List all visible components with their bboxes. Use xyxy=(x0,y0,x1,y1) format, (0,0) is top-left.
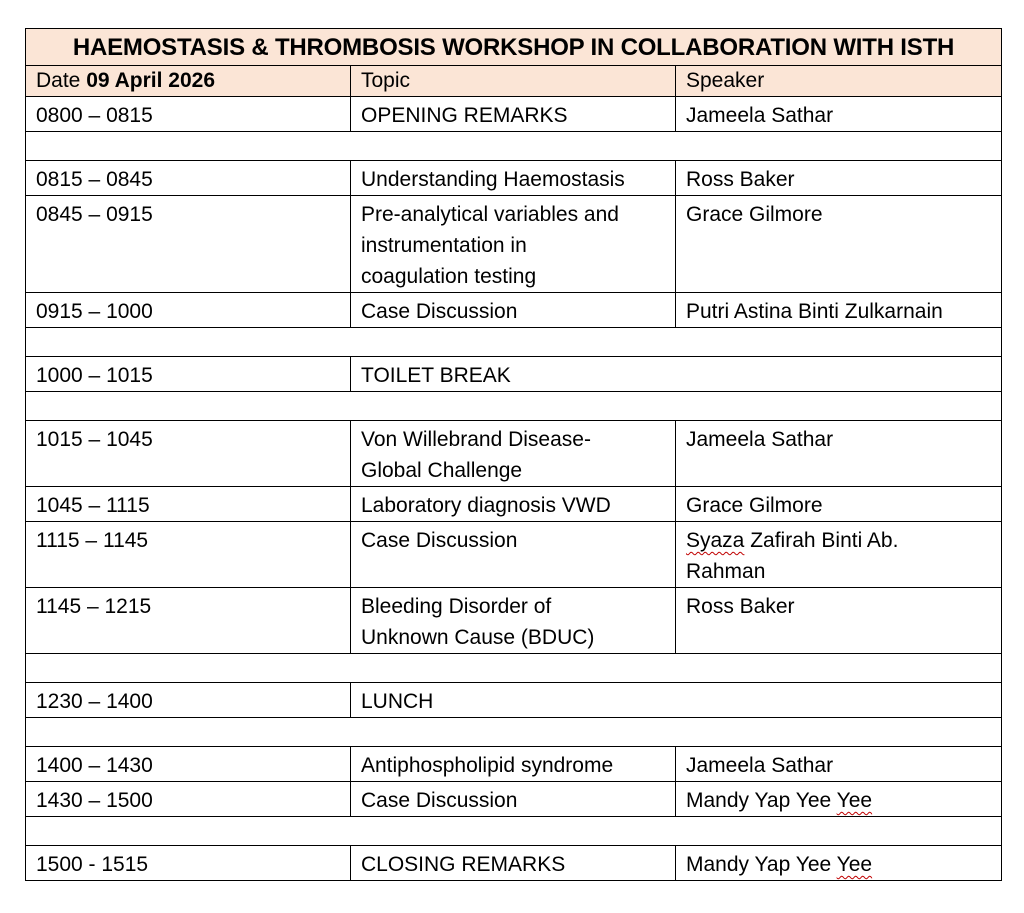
session-topic xyxy=(351,522,676,588)
break-row xyxy=(26,357,1002,392)
speaker-line: Rahman xyxy=(686,560,766,583)
session-speaker xyxy=(676,487,1002,522)
session-speaker xyxy=(676,293,1002,328)
session-time: 1045 – 1115 xyxy=(26,487,351,522)
topic-line: Pre-analytical variables and xyxy=(361,203,619,226)
workshop-title: HAEMOSTASIS & THROMBOSIS WORKSHOP IN COLLABORATION WITH ISTH xyxy=(26,29,1002,66)
session-topic xyxy=(351,97,676,132)
speaker-line: Grace Gilmore xyxy=(686,494,823,517)
break-row xyxy=(26,683,1002,718)
spacer-row xyxy=(26,132,1002,161)
topic-line: Bleeding Disorder of xyxy=(361,595,552,618)
session-time: 1400 – 1430 xyxy=(26,747,351,782)
session-row xyxy=(26,782,1002,817)
session-row xyxy=(26,522,1002,588)
session-topic xyxy=(351,588,676,654)
session-time: 0915 – 1000 xyxy=(26,293,351,328)
session-row xyxy=(26,293,1002,328)
speaker-text: Mandy Yap Yee xyxy=(686,789,837,812)
speaker-text: Mandy Yap Yee xyxy=(686,853,837,876)
spacer-row xyxy=(26,718,1002,747)
session-speaker xyxy=(676,588,1002,654)
topic-line: Unknown Cause (BDUC) xyxy=(361,626,595,649)
session-topic xyxy=(351,782,676,817)
break-label: LUNCH xyxy=(351,683,1002,718)
session-speaker xyxy=(676,846,1002,881)
session-row xyxy=(26,846,1002,881)
date-label: Date xyxy=(36,69,81,92)
speaker-line: Jameela Sathar xyxy=(686,754,834,777)
topic-line: instrumentation in xyxy=(361,234,527,257)
session-topic xyxy=(351,293,676,328)
spacer-row xyxy=(26,392,1002,421)
session-time: 1115 – 1145 xyxy=(26,522,351,588)
topic-line: Understanding Haemostasis xyxy=(361,168,625,191)
topic-header: Topic xyxy=(351,66,676,97)
speaker-header: Speaker xyxy=(676,66,1002,97)
session-row xyxy=(26,161,1002,196)
date-value: 09 April 2026 xyxy=(86,69,216,92)
topic-line: OPENING REMARKS xyxy=(361,104,568,127)
session-speaker xyxy=(676,161,1002,196)
speaker-line: Jameela Sathar xyxy=(686,428,834,451)
session-row xyxy=(26,487,1002,522)
session-speaker xyxy=(676,782,1002,817)
session-time: 1430 – 1500 xyxy=(26,782,351,817)
session-time: 0845 – 0915 xyxy=(26,196,351,293)
session-time: 1015 – 1045 xyxy=(26,421,351,487)
break-label: TOILET BREAK xyxy=(351,357,1002,392)
speaker-line: Ross Baker xyxy=(686,595,795,618)
session-time: 1145 – 1215 xyxy=(26,588,351,654)
spacer-row xyxy=(26,817,1002,846)
spacer-cell xyxy=(26,718,1002,747)
session-topic xyxy=(351,747,676,782)
speaker-line: Ross Baker xyxy=(686,168,795,191)
speaker-line: Putri Astina Binti Zulkarnain xyxy=(686,300,943,323)
topic-line: Laboratory diagnosis VWD xyxy=(361,494,611,517)
topic-line: Global Challenge xyxy=(361,459,523,482)
session-speaker xyxy=(676,747,1002,782)
date-header xyxy=(26,66,351,97)
session-topic xyxy=(351,421,676,487)
session-speaker xyxy=(676,196,1002,293)
header-row xyxy=(26,66,1002,97)
speaker-line xyxy=(686,785,991,816)
speaker-line xyxy=(686,525,991,556)
session-time: 0800 – 0815 xyxy=(26,97,351,132)
session-time: 1230 – 1400 xyxy=(26,683,351,718)
session-topic xyxy=(351,161,676,196)
topic-line: Case Discussion xyxy=(361,529,518,552)
session-speaker xyxy=(676,421,1002,487)
spellcheck-flagged-word[interactable]: Yee xyxy=(836,789,873,812)
spacer-cell xyxy=(26,817,1002,846)
spacer-row xyxy=(26,328,1002,357)
spacer-cell xyxy=(26,132,1002,161)
speaker-line: Grace Gilmore xyxy=(686,203,823,226)
session-topic xyxy=(351,846,676,881)
spacer-cell xyxy=(26,392,1002,421)
session-row xyxy=(26,588,1002,654)
session-time: 1500 - 1515 xyxy=(26,846,351,881)
title-row xyxy=(26,29,1002,66)
topic-line: Antiphospholipid syndrome xyxy=(361,754,614,777)
topic-line: Case Discussion xyxy=(361,300,518,323)
spellcheck-flagged-word[interactable]: Yee xyxy=(836,853,873,876)
session-row xyxy=(26,196,1002,293)
session-topic xyxy=(351,487,676,522)
session-row xyxy=(26,747,1002,782)
topic-line: CLOSING REMARKS xyxy=(361,853,566,876)
session-time: 0815 – 0845 xyxy=(26,161,351,196)
session-speaker xyxy=(676,97,1002,132)
speaker-line: Jameela Sathar xyxy=(686,104,834,127)
topic-line: coagulation testing xyxy=(361,265,537,288)
workshop-schedule-table xyxy=(25,28,1002,881)
session-topic xyxy=(351,196,676,293)
session-row xyxy=(26,421,1002,487)
spacer-cell xyxy=(26,328,1002,357)
spacer-row xyxy=(26,654,1002,683)
speaker-line xyxy=(686,849,991,880)
session-speaker xyxy=(676,522,1002,588)
session-time: 1000 – 1015 xyxy=(26,357,351,392)
spellcheck-flagged-word[interactable]: Syaza xyxy=(686,529,745,552)
topic-line: Von Willebrand Disease- xyxy=(361,428,591,451)
speaker-text: Zafirah Binti Ab. xyxy=(744,529,899,552)
spacer-cell xyxy=(26,654,1002,683)
topic-line: Case Discussion xyxy=(361,789,518,812)
session-row xyxy=(26,97,1002,132)
